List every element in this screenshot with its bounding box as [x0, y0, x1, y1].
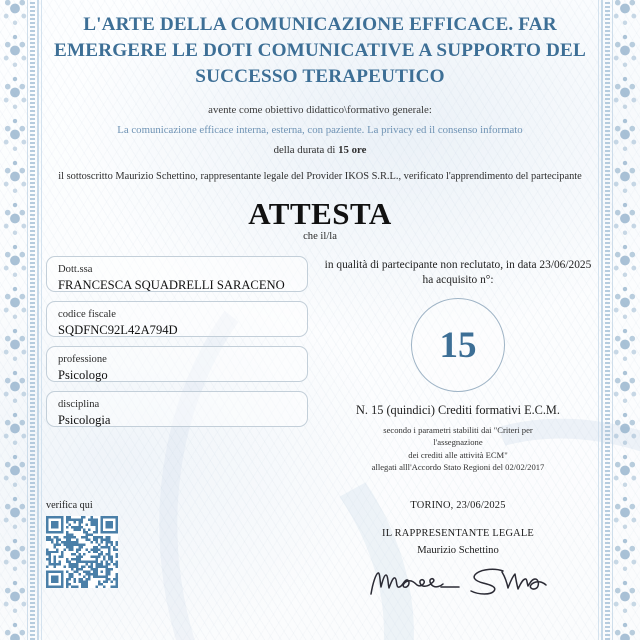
course-duration	[46, 144, 594, 156]
handwritten-signature	[322, 558, 594, 605]
border-rail-thin	[41, 0, 42, 640]
border-rail-thin	[598, 0, 599, 640]
credits-column	[308, 256, 594, 474]
ornamental-border-left	[0, 0, 46, 640]
field-value: SQDFNC92L42A794D	[58, 323, 178, 337]
signature-ink-icon	[363, 558, 553, 600]
objective-block	[46, 104, 594, 156]
declaration-text: il sottoscritto Maurizio Schettino, rappresentante legale del Provider IKOS S.R.L., verificato l'apprendimento del partecipante	[58, 171, 582, 182]
duration-prefix: della durata di	[273, 144, 339, 156]
field-label: disciplina	[58, 399, 100, 410]
details-columns	[46, 256, 594, 474]
border-rail-inner-a	[612, 0, 613, 640]
course-name: La comunicazione efficace interna, esterna, con paziente. La privacy ed il consenso informato	[117, 124, 523, 136]
signatory-role: IL RAPPRESENTANTE LEGALE	[382, 527, 534, 539]
qr-code-icon[interactable]	[46, 516, 118, 588]
field-value: FRANCESCA SQUADRELLI SARACENO	[58, 278, 285, 292]
credits-badge	[411, 298, 505, 392]
certificate-footer	[46, 500, 594, 605]
verification-block	[46, 500, 308, 605]
lace-ornament-icon	[2, 0, 28, 640]
border-rail-solid	[601, 0, 603, 640]
signature-block	[308, 500, 594, 605]
signatory-name: Maurizio Schettino	[417, 544, 499, 556]
credits-number: 15	[439, 324, 477, 366]
duration-value: 15 ore	[338, 144, 367, 156]
field-value: Psicologia	[58, 413, 111, 427]
ornamental-border-right	[594, 0, 640, 640]
criteria-line: secondo i parametri stabiliti dai "Criteri per	[383, 425, 533, 435]
participant-fields	[46, 256, 308, 474]
attesta-heading: ATTESTA	[248, 196, 392, 231]
border-rail-inner-a	[27, 0, 28, 640]
lace-ornament-icon	[612, 0, 638, 640]
criteria-block	[322, 424, 594, 474]
border-rail-solid	[37, 0, 39, 640]
place-and-date: TORINO, 23/06/2025	[410, 499, 506, 511]
attesta-subheading: che il/la	[303, 231, 337, 242]
border-rail-dotted	[30, 0, 35, 640]
field-disciplina	[46, 391, 308, 427]
qualification-text: in qualità di partecipante non reclutato, in data 23/06/2025 ha acquisito n°:	[324, 259, 592, 286]
criteria-line: l'assegnazione	[433, 437, 483, 448]
field-codice-fiscale	[46, 301, 308, 337]
credits-statement: N. 15 (quindici) Crediti formativi E.C.M.	[356, 403, 560, 417]
field-label: Dott.ssa	[58, 264, 93, 275]
criteria-line: dei crediti alle attività ECM"	[408, 449, 508, 460]
field-label: professione	[58, 354, 107, 365]
field-professione	[46, 346, 308, 382]
verification-label: verifica qui	[46, 499, 93, 511]
page-title: L'ARTE DELLA COMUNICAZIONE EFFICACE. FAR EMERGERE LE DOTI COMUNICATIVE A SUPPORTO DEL SUCCESSO TERAPEUTICO	[54, 14, 586, 87]
objective-intro: avente come obiettivo didattico\formativo generale:	[208, 104, 432, 116]
field-value: Psicologo	[58, 368, 108, 382]
certificate-content	[46, 0, 594, 640]
criteria-line: allegati alll'Accordo Stato Regioni del 02/02/2017	[371, 462, 545, 473]
border-rail-dotted	[605, 0, 610, 640]
field-label: codice fiscale	[58, 309, 116, 320]
field-name	[46, 256, 308, 292]
